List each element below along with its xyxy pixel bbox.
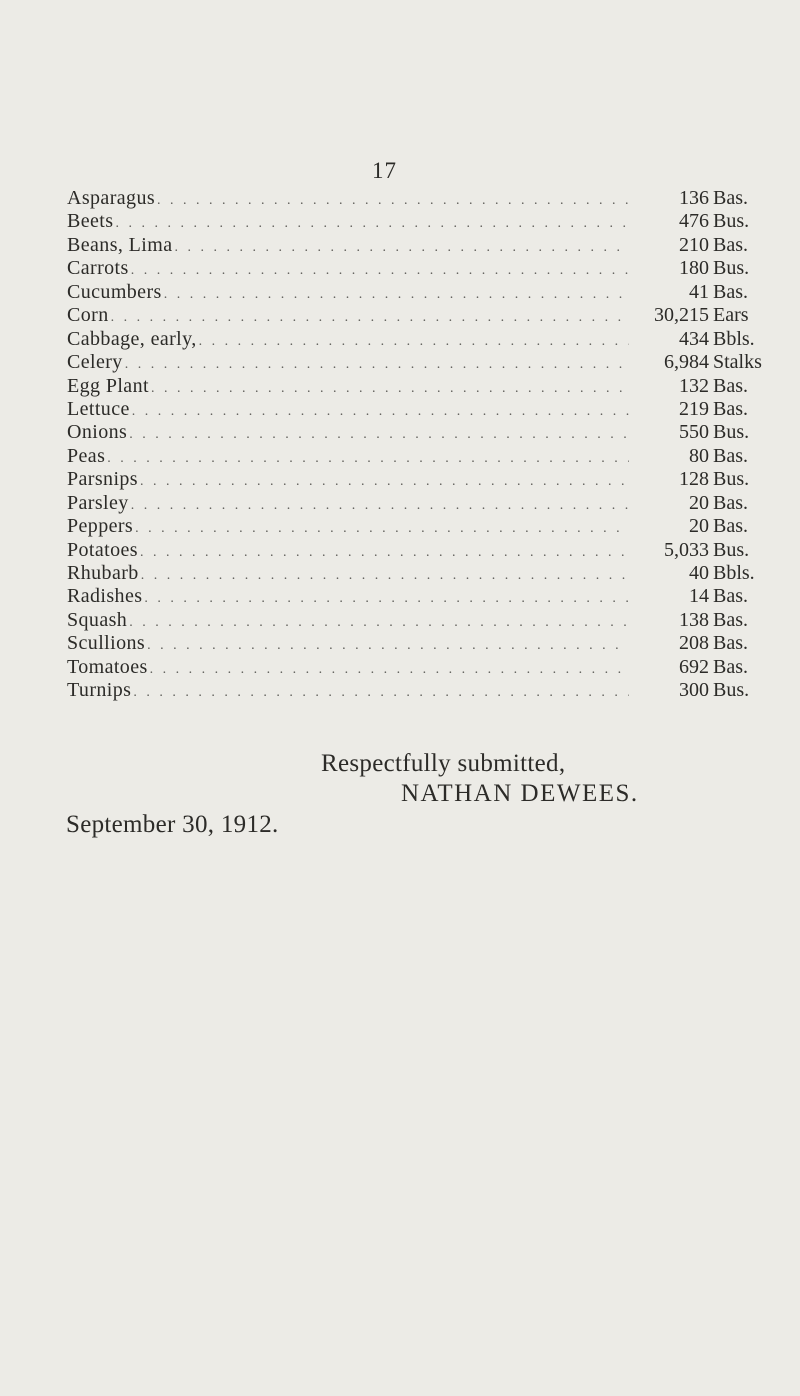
table-row [67, 304, 781, 327]
produce-table [67, 187, 781, 703]
table-row [67, 257, 781, 280]
dot-leader [133, 681, 629, 704]
produce-item: Turnips [67, 679, 132, 702]
produce-item: Lettuce [67, 397, 130, 420]
dot-leader [131, 259, 629, 282]
produce-item: Onions [67, 421, 128, 444]
produce-unit: Bas. [713, 585, 748, 608]
produce-unit: Bus. [713, 538, 750, 561]
dot-leader [135, 517, 629, 540]
dot-leader [125, 353, 629, 376]
produce-quantity: 6,984 [664, 351, 709, 374]
produce-item: Parsnips [67, 468, 138, 491]
produce-quantity: 20 [689, 491, 709, 514]
produce-item: Carrots [67, 257, 129, 280]
produce-unit: Bus. [713, 679, 750, 702]
produce-quantity: 476 [679, 210, 709, 233]
dot-leader [140, 470, 629, 493]
produce-item: Squash [67, 608, 128, 631]
produce-unit: Stalks [713, 351, 762, 374]
produce-quantity: 20 [689, 515, 709, 538]
produce-quantity: 5,033 [664, 538, 709, 561]
table-row [67, 515, 781, 538]
produce-unit: Bus. [713, 421, 750, 444]
dot-leader [141, 564, 629, 587]
produce-unit: Bus. [713, 210, 750, 233]
produce-item: Asparagus [67, 187, 156, 209]
produce-item: Beans, Lima [67, 233, 173, 256]
produce-item: Corn [67, 304, 109, 327]
dot-leader [151, 377, 629, 400]
produce-quantity: 41 [689, 280, 709, 303]
produce-unit: Bas. [713, 491, 748, 514]
closing-line: Respectfully submitted, [321, 750, 566, 777]
dot-leader [132, 400, 629, 423]
produce-unit: Bas. [713, 233, 748, 256]
produce-quantity: 80 [689, 444, 709, 467]
report-date: September 30, 1912. [66, 811, 279, 838]
dot-leader [157, 189, 629, 212]
produce-quantity: 138 [679, 608, 709, 631]
produce-item: Radishes [67, 585, 143, 608]
dot-leader [107, 447, 629, 470]
produce-quantity: 136 [679, 187, 709, 209]
table-row [67, 679, 781, 702]
produce-quantity: 208 [679, 632, 709, 655]
produce-quantity: 180 [679, 257, 709, 280]
dot-leader [111, 306, 629, 329]
produce-unit: Bus. [713, 257, 750, 280]
dot-leader [164, 283, 629, 306]
produce-quantity: 550 [679, 421, 709, 444]
produce-item: Egg Plant [67, 374, 149, 397]
produce-unit: Bas. [713, 632, 748, 655]
table-row [67, 445, 781, 468]
dot-leader [131, 494, 629, 517]
produce-item: Cabbage, early, [67, 327, 197, 350]
dot-leader [144, 587, 629, 610]
signer-name: NATHAN DEWEES. [401, 780, 639, 807]
table-row [67, 632, 781, 655]
produce-quantity: 300 [679, 679, 709, 702]
dot-leader [140, 541, 629, 564]
produce-unit: Bas. [713, 608, 748, 631]
dot-leader [129, 423, 629, 446]
table-row [67, 210, 781, 233]
table-row [67, 421, 781, 444]
produce-item: Celery [67, 351, 123, 374]
produce-quantity: 132 [679, 374, 709, 397]
produce-item: Peppers [67, 515, 134, 538]
dot-leader [115, 212, 629, 235]
produce-item: Rhubarb [67, 562, 139, 584]
produce-unit: Bas. [713, 187, 748, 209]
page-number: 17 [372, 158, 397, 183]
produce-unit: Bas. [713, 280, 748, 303]
table-row [67, 609, 781, 632]
dot-leader [199, 330, 629, 353]
table-row [67, 562, 781, 585]
produce-quantity: 692 [679, 655, 709, 678]
dot-leader [129, 611, 629, 634]
produce-quantity: 219 [679, 397, 709, 420]
table-row [67, 539, 781, 562]
produce-quantity: 128 [679, 468, 709, 491]
produce-unit: Bas. [713, 397, 748, 420]
dot-leader [147, 634, 629, 657]
produce-unit: Ears [713, 304, 749, 327]
produce-item: Scullions [67, 632, 146, 655]
table-row [67, 492, 781, 515]
produce-unit: Bas. [713, 444, 748, 467]
produce-unit: Bas. [713, 655, 748, 678]
dot-leader [174, 236, 629, 259]
produce-quantity: 40 [689, 562, 709, 584]
produce-unit: Bbls. [713, 562, 755, 584]
produce-item: Potatoes [67, 538, 138, 561]
produce-quantity: 210 [679, 233, 709, 256]
dot-leader [150, 658, 629, 681]
table-row [67, 656, 781, 679]
table-row [67, 351, 781, 374]
produce-unit: Bbls. [713, 327, 755, 350]
produce-quantity: 434 [679, 327, 709, 350]
table-row [67, 585, 781, 608]
produce-item: Beets [67, 210, 114, 233]
table-row [67, 328, 781, 351]
table-row [67, 398, 781, 421]
produce-unit: Bus. [713, 468, 750, 491]
produce-item: Parsley [67, 491, 129, 514]
produce-item: Tomatoes [67, 655, 148, 678]
produce-quantity: 14 [689, 585, 709, 608]
produce-item: Cucumbers [67, 280, 162, 303]
produce-unit: Bas. [713, 515, 748, 538]
table-row [67, 234, 781, 257]
produce-item: Peas [67, 444, 106, 467]
produce-unit: Bas. [713, 374, 748, 397]
table-row [67, 281, 781, 304]
table-row [67, 468, 781, 491]
table-row [67, 187, 781, 210]
table-row [67, 375, 781, 398]
produce-quantity: 30,215 [654, 304, 709, 327]
